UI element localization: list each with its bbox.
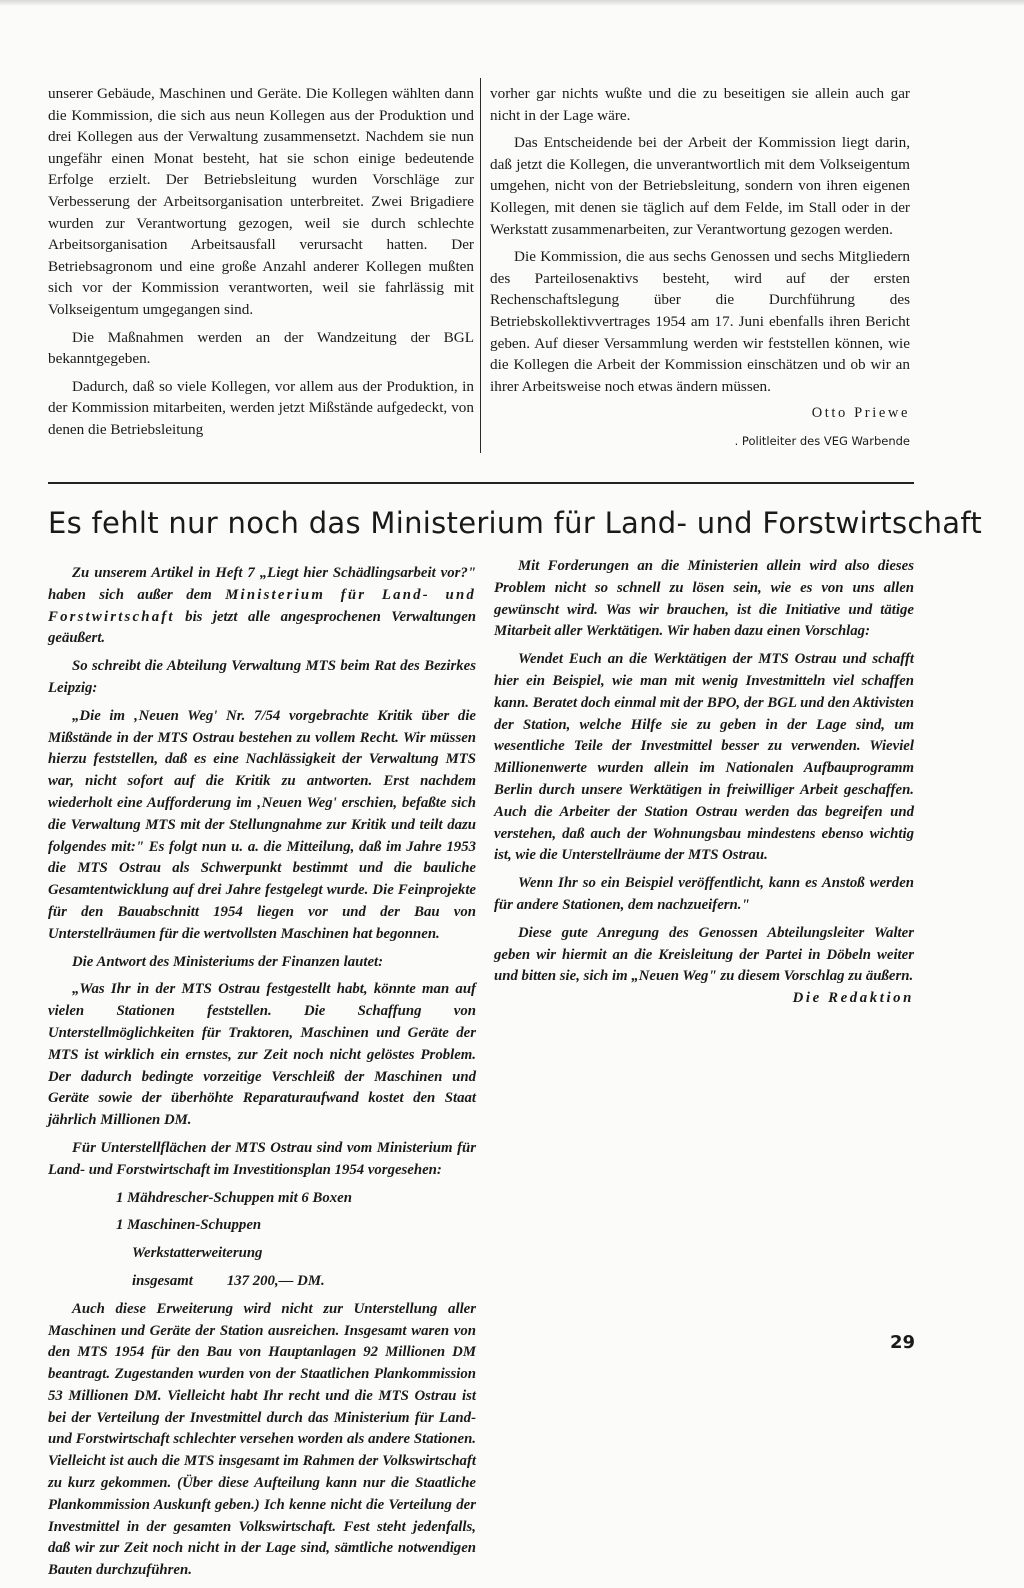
article1-left-paragraph: Die Maßnahmen werden an der Wandzeitung der BGL bekanntgegeben. — [48, 328, 474, 368]
investment-list-item: Werkstatterweiterung — [132, 1245, 263, 1262]
total-amount: 137 200,— DM. — [226, 1272, 325, 1289]
intro-text: Zu unserem Artikel in Heft 7 „Liegt hier Schädlingsarbeit vor?" haben sich außer dem — [48, 565, 476, 603]
intro-text-end: bis jetzt alle angesprochenen Verwaltungen geäußert. — [48, 608, 476, 647]
page-top-edge — [0, 0, 1024, 6]
article2-paragraph: Wendet Euch an die Werktätigen der MTS Ostrau und schafft hier ein Beispiel, wie man mit wenig Investmitteln viel schaffen kann. Beratet doch einmal mit der BPO, der BGL und den Aktivisten der Station, welche Hilfe sie zu geben in der Lage sind, um wesentliche Teile der Investmittel besser zu verwenden. Wieviel Millionenwerte wurden allein im Nationalen Aufbauprogramm Berlin durch unsere Werktätigen in freiwilliger Arbeit geschaffen. Auch die Arbeiter der Station Ostrau werden das begreifen und verstehen, daß auch der Wohnungsbau mindestens ebenso wichtig ist, wie die Unterstellräume der MTS Ostrau. — [494, 651, 914, 864]
closing-text: Diese gute Anregung des Genossen Abteilungsleiter Walter geben wir hiermit an die Kreisleitung der Partei in Döbeln weiter und bitten sie, sich im „Neuen Weg" zu diesem Vorschlag zu äußern. — [494, 924, 914, 985]
ministry-name: Ministerium für Land- und Forstwirtschaft — [48, 586, 476, 625]
article1-left-paragraph: Dadurch, daß so viele Kollegen, vor allem aus der Produktion, in der Kommission mitarbeiten, werden jetzt Mißstände aufgedeckt, von denen die Betriebsleitung — [48, 377, 474, 438]
investment-list-item: 1 Mähdrescher-Schuppen mit 6 Boxen — [116, 1189, 352, 1206]
article2-paragraph: Auch diese Erweiterung wird nicht zur Unterstellung aller Maschinen und Geräte der Station ausreichen. Insgesamt waren von den MTS 1954 für den Bau von Hauptanlagen 92 Millionen DM beantragt. Zugestanden wurden von der Staatlichen Plankommission 53 Millionen DM. Vielleicht habt Ihr recht und die MTS Ostrau ist bei der Verteilung der Investmittel durch das Ministerium für Land- und Forstwirtschaft schlechter versehen worden als andere Stationen. Vielleicht ist auch die MTS insgesamt im Rahmen der Volkswirtschaft zu kurz gekommen. (Über diese Aufteilung kann nur die Staatliche Plankommission Auskunft geben.) Ich kenne nicht die Verteilung der Investmittel in der gesamten Volkswirtschaft. Fest steht jedenfalls, daß wir zur Zeit noch nicht in der Lage sind, sämtliche notwendigen Bauten durchzuführen. — [48, 1300, 476, 1579]
article1-left-paragraph: unserer Gebäude, Maschinen und Geräte. Die Kollegen wählten dann die Kommission, die sich aus neun Kollegen aus der Produktion und drei Kollegen aus der Verwaltung zusammensetzt. Nachdem sie nun ungefähr einen Monat besteht, hat sie schon einige bedeutende Erfolge erzielt. Der Betriebsleitung wurden Vorschläge zur Verbesserung der Arbeitsorganisation unterbreitet. Zwei Brigadiere wurden zur Verantwortung gezogen, weil sie durch schlechte Arbeitsorganisation Arbeitsausfall verursacht hatten. Der Betriebsagronom und eine große Anzahl anderer Kollegen mußten sich vor der Kommission verantworten, weil sie fahrlässig mit Volkseigentum umgegangen sind. — [48, 85, 474, 318]
page-number: 29 — [890, 1332, 916, 1353]
author-name: Otto Priewe — [811, 405, 910, 422]
article2-paragraph: Mit Forderungen an die Ministerien allein wird also dieses Problem nicht so schnell zu lösen sein, wie es von uns allen gewünscht wird. Was wir brauchen, ist die Initiative und tätige Mitarbeit aller Werktätigen. Wir haben dazu einen Vorschlag: — [494, 558, 914, 640]
article2-right-column — [494, 556, 914, 1010]
total-label: insgesamt — [132, 1272, 193, 1289]
article1-right-paragraph: Das Entscheidende bei der Arbeit der Kommission liegt darin, daß jetzt die Kollegen, die unverantwortlich mit dem Volkseigentum umgehen, nicht von der Betriebsleitung, sondern von ihren eigenen Kollegen, mit denen sie täglich auf dem Felde, im Stall oder in der Werkstatt zusammenarbeiten, zur Verantwortung gezogen werden. — [490, 134, 910, 238]
article1-right-paragraph: Die Kommission, die aus sechs Genossen und sechs Mitgliedern des Parteilosenaktivs besteht, wird auf der ersten Rechenschaftslegung über die Durchführung des Betriebskollektivvertrages 1954 am 17. Juni ebenfalls ihren Bericht geben. Auf dieser Versammlung werden wir feststellen können, wie die Kollegen die Arbeit der Kommission einschätzen und ob wir an ihrer Arbeitsweise noch etwas ändern müssen. — [490, 248, 910, 395]
article2-headline: Es fehlt nur noch das Ministerium für Land- und Forstwirtschaft — [48, 506, 983, 540]
article2-paragraph — [494, 923, 914, 1007]
article2-paragraph: Die Antwort des Ministeriums der Finanzen lautet: — [72, 953, 384, 970]
article2-left-column — [48, 563, 476, 1588]
investment-total — [48, 1271, 476, 1293]
article2-quote: „Was Ihr in der MTS Ostrau festgestellt habt, könnte man auf vielen Stationen feststellen. Die Schaffung von Unterstellmöglichkeiten für Traktoren, Maschinen und Geräte der MTS ist wirklich ein ernstes, zur Zeit noch nicht gelöstes Problem. Der dadurch bedingte vorzeitige Verschleiß der Maschinen und Geräte sowie der überhöhte Reparaturaufwand kostet den Staat jährlich Millionen DM. — [48, 981, 476, 1129]
author-title: . Politleiter des VEG Warbende — [734, 433, 910, 448]
article2-paragraph: So schreibt die Abteilung Verwaltung MTS beim Rat des Bezirkes Leipzig: — [48, 658, 476, 696]
article2-paragraph: Wenn Ihr so ein Beispiel veröffentlicht, kann es Anstoß werden für andere Stationen, dem nachzueifern." — [494, 875, 914, 913]
article2-paragraph — [48, 563, 476, 650]
article2-paragraph: Für Unterstellflächen der MTS Ostrau sind vom Ministerium für Land- und Forstwirtschaft im Investitionsplan 1954 vorgesehen: — [48, 1139, 476, 1178]
article2-quote: „Die im ‚Neuen Weg' Nr. 7/54 vorgebrachte Kritik über die Mißstände in der MTS Ostrau bestehen zu vollem Recht. Wir müssen hierzu feststellen, daß es eine Nachlässigkeit der Verwaltung MTS war, nicht sofort auf die Kritik zu antworten. Erst nachdem wiederholt eine Aufforderung im ‚Neuen Weg' erschien, befaßte sich die Verwaltung MTS mit der Stellungnahme zur Kritik und teilt dazu folgendes mit:" Es folgt nun u. a. die Mitteilung, daß im Jahre 1953 die MTS Ostrau als Schwerpunkt bestimmt und die bauliche Gesamtentwicklung auf drei Jahre festgelegt wurde. Die Feinprojekte für den Bauabschnitt 1954 liegen vor und der Bau von Unterstellräumen für die wertvollsten Maschinen hat begonnen. — [48, 707, 476, 942]
investment-list-item: 1 Maschinen-Schuppen — [116, 1217, 262, 1234]
article1-right-paragraph: vorher gar nichts wußte und die zu beseitigen sie allein auch gar nicht in der Lage wäre. — [490, 85, 910, 124]
redaktion-signature: Die Redaktion — [792, 990, 914, 1007]
section-divider — [48, 482, 914, 484]
column-divider — [480, 78, 481, 453]
article1-right-column — [490, 83, 910, 459]
article1-left-column — [48, 83, 474, 447]
